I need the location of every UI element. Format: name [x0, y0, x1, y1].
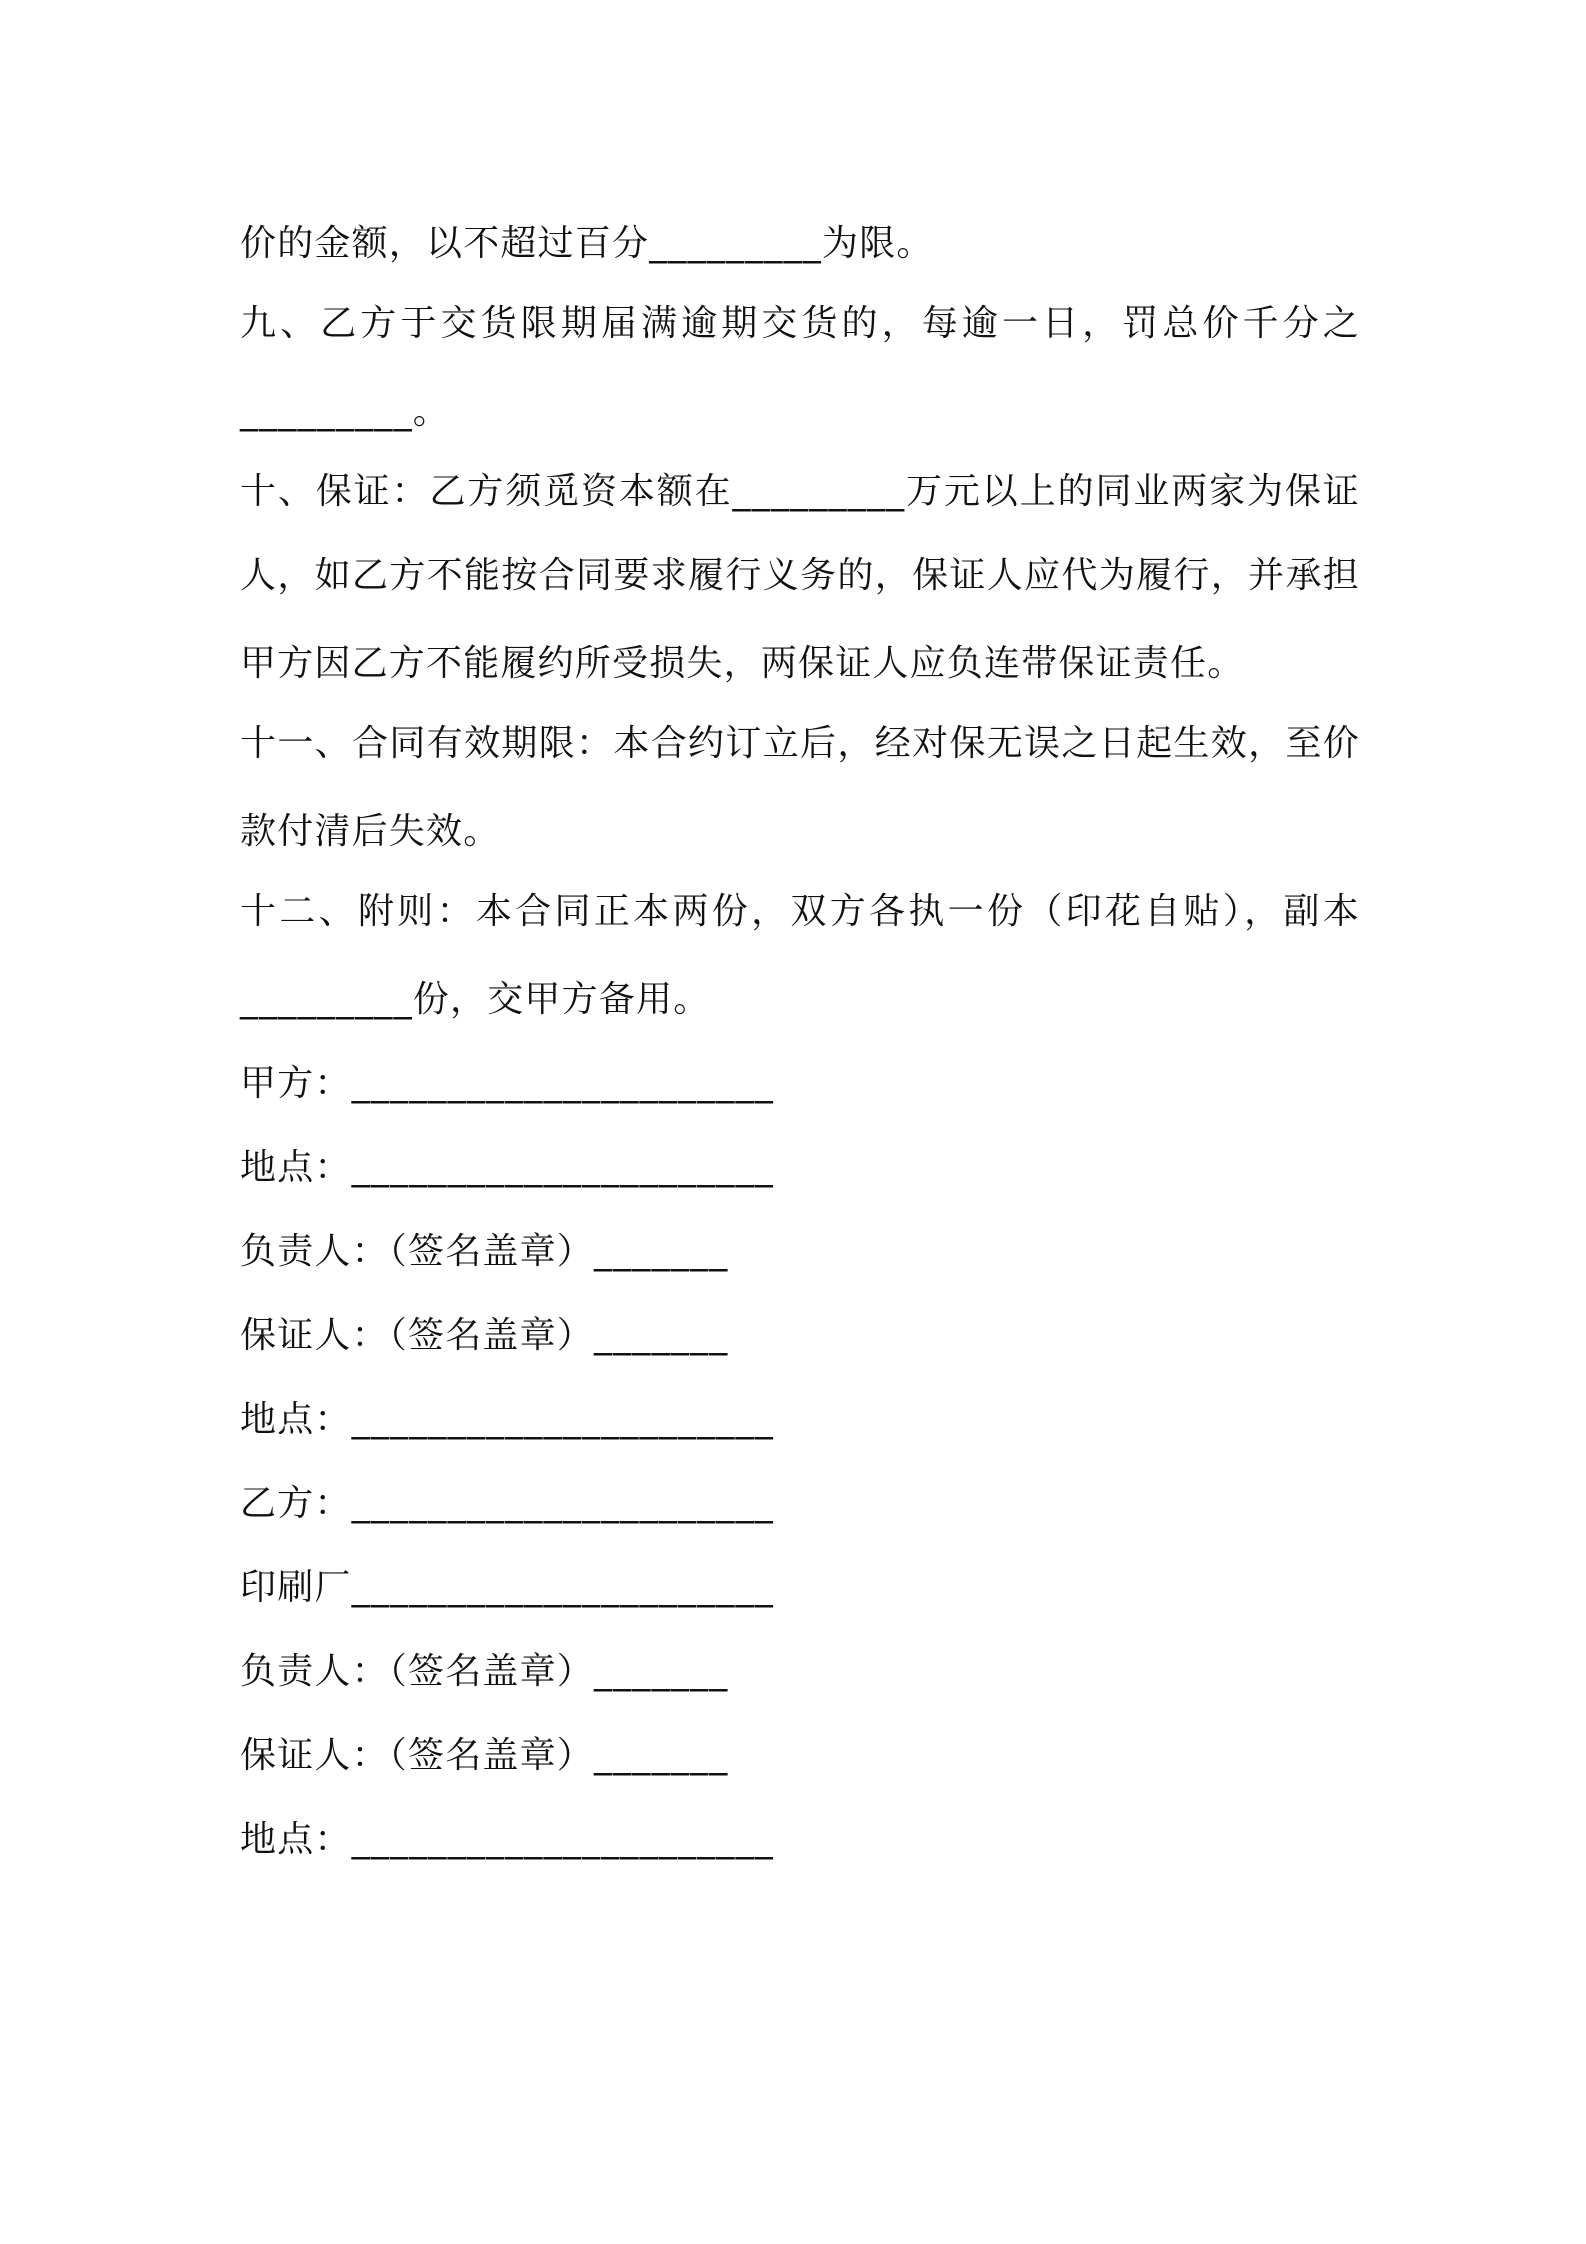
clause-10-line-1: 十、保证：乙方须觅资本额在_________万元以上的同业两家为保证	[240, 471, 1360, 512]
clause-11-line-2: 款付清后失效。	[240, 810, 501, 852]
clause-9-line-2: _________。	[240, 390, 450, 432]
party-b-line: 乙方：______________________	[240, 1482, 774, 1524]
party-a-guarantor-location-line: 地点：______________________	[240, 1398, 774, 1440]
clause-10-line-3: 甲方因乙方不能履约所受损失，两保证人应负连带保证责任。	[240, 642, 1245, 684]
party-b-location-line: 地点：______________________	[240, 1818, 774, 1860]
party-a-guarantor-signature: 保证人：（签名盖章）_______	[240, 1314, 729, 1356]
party-a-representative-signature: 负责人：（签名盖章）_______	[240, 1230, 729, 1272]
contract-text	[240, 198, 1360, 1878]
clause-8-continuation: 价的金额，以不超过百分_________为限。	[240, 222, 934, 264]
clause-10-line-2: 人，如乙方不能按合同要求履行义务的，保证人应代为履行，并承担	[240, 555, 1360, 596]
clause-9-line-1: 九、乙方于交货限期届满逾期交货的，每逾一日，罚总价千分之	[240, 303, 1360, 344]
party-b-guarantor-signature: 保证人：（签名盖章）_______	[240, 1734, 729, 1776]
clause-11-line-1: 十一、合同有效期限：本合约订立后，经对保无误之日起生效，至价	[240, 723, 1360, 764]
clause-12-line-2: _________份，交甲方备用。	[240, 978, 711, 1020]
party-b-representative-signature: 负责人：（签名盖章）_______	[240, 1650, 729, 1692]
party-a-location-line: 地点：______________________	[240, 1146, 774, 1188]
party-a-line: 甲方：______________________	[240, 1062, 774, 1104]
printing-factory-line: 印刷厂______________________	[240, 1566, 774, 1608]
clause-12-line-1: 十二、附则：本合同正本两份，双方各执一份（印花自贴），副本	[240, 891, 1360, 932]
